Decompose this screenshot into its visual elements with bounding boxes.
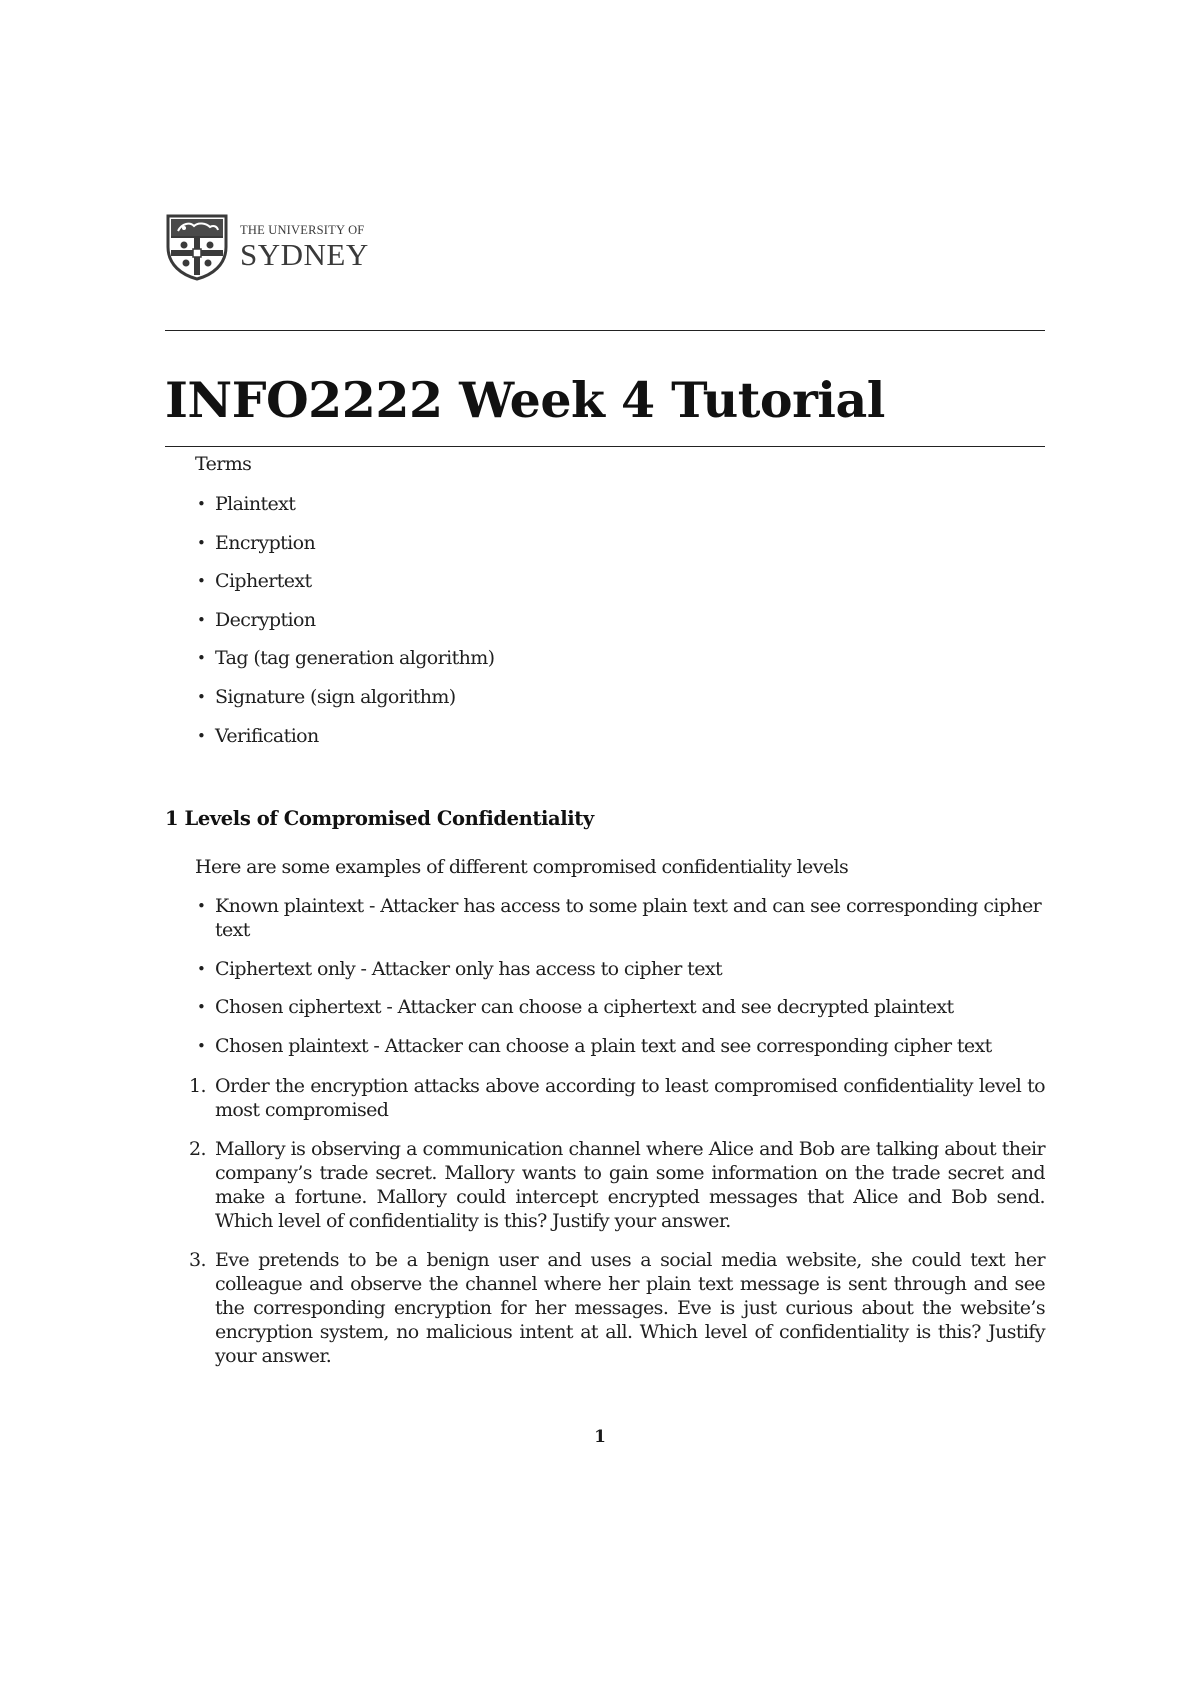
list-item: [195, 531, 495, 570]
list-item: [195, 646, 495, 685]
section-heading: 1 Levels of Compromised Confidentiality: [165, 807, 594, 830]
term-text: Tag (tag generation algorithm): [215, 647, 495, 670]
terms-label: Terms: [195, 453, 252, 475]
top-divider: [165, 330, 1045, 331]
list-item: [195, 569, 495, 608]
logo-line-2: SYDNEY: [240, 236, 369, 272]
question-text: Eve pretends to be a benign user and uses a social media website, she could text her colleague and observe the channel where her plain text message is sent through and see the corresponding encryption for her messages. Eve is just curious about the website’s encryption system, no malicious intent at all. Which level of confidentiality is this? Justify your answer.: [215, 1249, 1045, 1367]
level-text: Chosen plaintext - Attacker can choose a plain text and see corresponding cipher text: [215, 1034, 992, 1057]
section-intro: Here are some examples of different compromised confidentiality levels: [195, 856, 849, 878]
term-text: Plaintext: [215, 493, 296, 515]
questions-list: [189, 1074, 1045, 1383]
question-number: 3.: [189, 1249, 206, 1271]
question-number: 2.: [189, 1138, 206, 1160]
question-text: Order the encryption attacks above according to least compromised confidentiality level to most compromised: [215, 1075, 1045, 1121]
list-item: [195, 995, 1045, 1019]
question-item: [189, 1074, 1045, 1122]
university-wordmark: [240, 224, 369, 270]
bullet-icon: •: [197, 959, 206, 978]
term-text: Ciphertext: [215, 570, 312, 593]
bullet-icon: •: [197, 687, 206, 706]
bullet-icon: •: [197, 998, 206, 1016]
bullet-icon: •: [197, 726, 206, 745]
list-item: [195, 492, 495, 531]
logo-line-1: THE UNIVERSITY OF: [240, 223, 365, 238]
university-logo: [164, 211, 369, 283]
list-item: [195, 894, 1045, 942]
term-text: Encryption: [215, 531, 316, 554]
list-item: [195, 724, 495, 763]
question-text: Mallory is observing a communication channel where Alice and Bob are talking about their company’s trade secret. Mallory wants to gain some information on the trade secret and make a fortune. Mallory could intercept encrypted messages that Alice and Bob send. Which level of confidentiality is this? Justify your answer.: [215, 1138, 1045, 1232]
list-item: [195, 685, 495, 724]
page-title: INFO2222 Week 4 Tutorial: [165, 371, 885, 429]
bullet-icon: •: [197, 897, 206, 915]
bullet-icon: •: [197, 533, 206, 552]
level-text: Chosen ciphertext - Attacker can choose a ciphertext and see decrypted plaintext: [215, 996, 954, 1018]
list-item: [195, 957, 1045, 981]
levels-list: [195, 894, 1045, 1072]
bullet-icon: •: [197, 610, 206, 629]
bullet-icon: •: [197, 649, 206, 668]
bullet-icon: •: [197, 495, 206, 513]
question-item: [189, 1248, 1045, 1368]
list-item: [195, 1034, 1045, 1058]
bullet-icon: •: [197, 1036, 206, 1055]
level-text: Ciphertext only - Attacker only has access to cipher text: [215, 957, 723, 980]
list-item: [195, 608, 495, 647]
university-crest-icon: [164, 213, 230, 281]
terms-list: [195, 492, 495, 762]
bullet-icon: •: [197, 572, 206, 591]
term-text: Decryption: [215, 608, 316, 631]
level-text: Known plaintext - Attacker has access to some plain text and can see corresponding cipher text: [215, 895, 1042, 941]
question-number: 1.: [189, 1075, 206, 1097]
term-text: Verification: [215, 724, 319, 747]
title-divider: [165, 446, 1045, 447]
question-item: [189, 1137, 1045, 1233]
page-number: 1: [594, 1427, 606, 1447]
term-text: Signature (sign algorithm): [215, 685, 456, 708]
